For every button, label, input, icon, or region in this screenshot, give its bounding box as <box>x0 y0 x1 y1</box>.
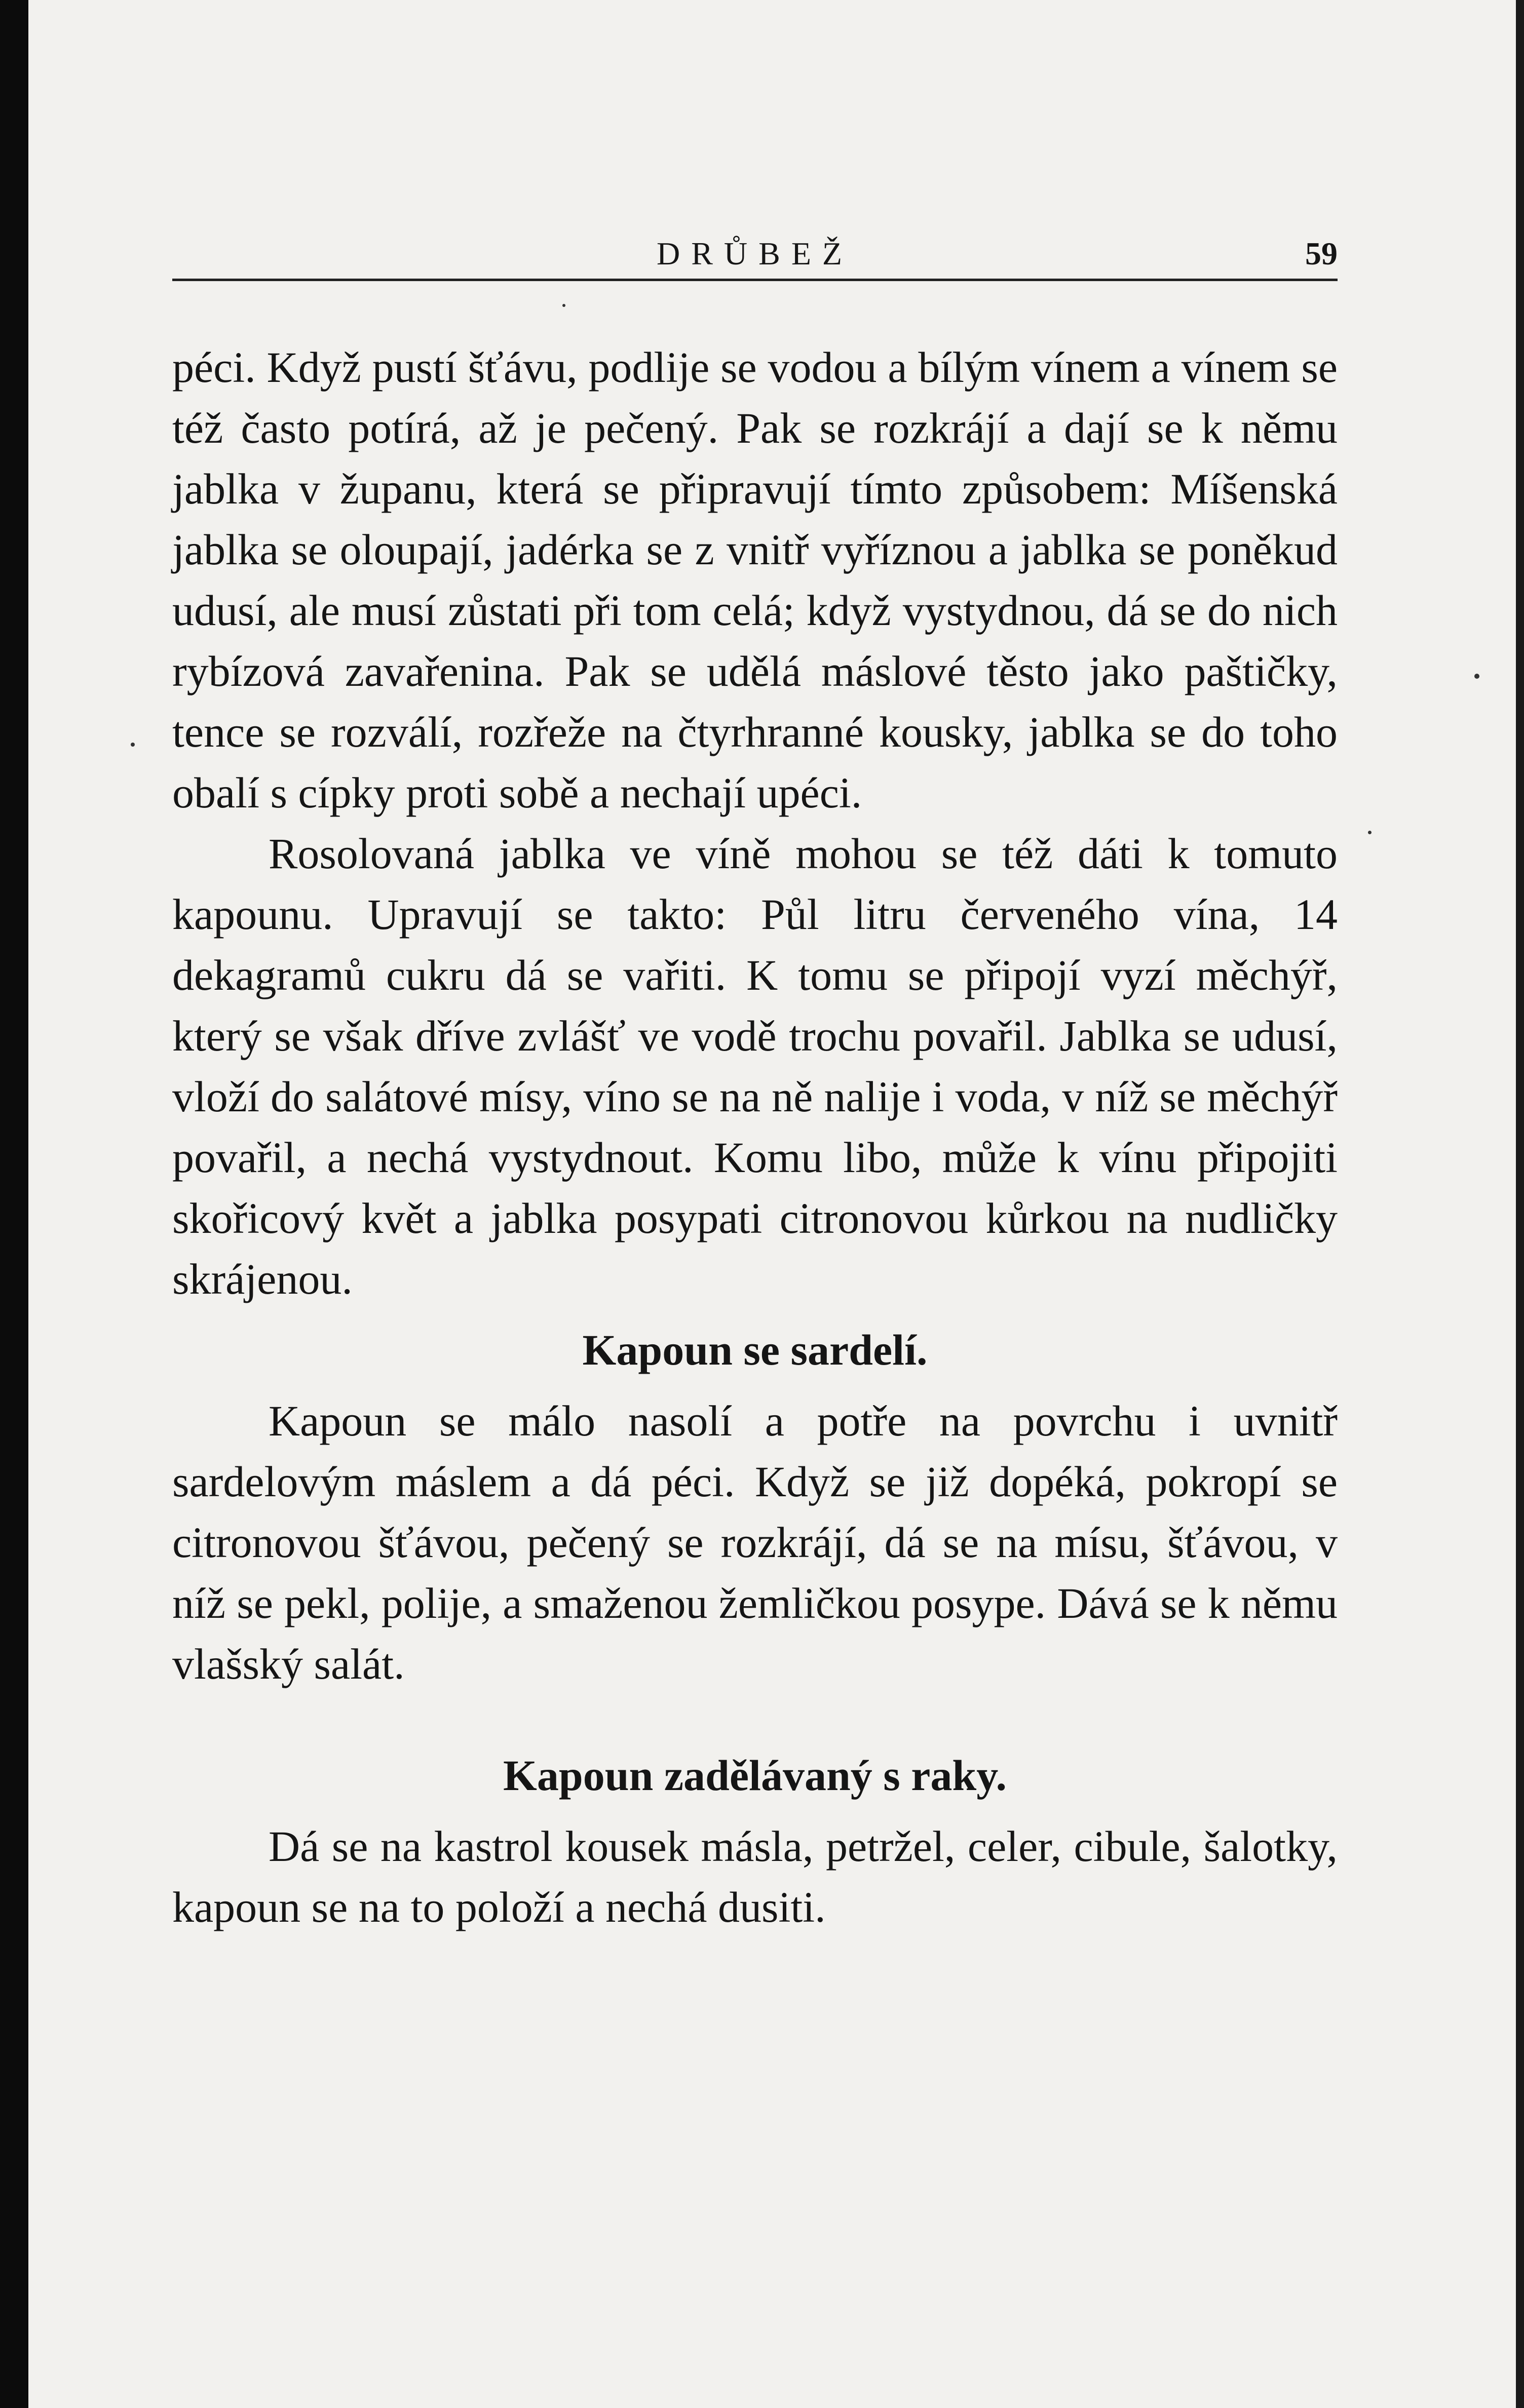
body-text <box>172 337 1338 1937</box>
page <box>172 223 1338 1937</box>
recipe-heading-s-raky: Kapoun zadělávaný s raky. <box>503 1751 1007 1800</box>
paragraph-kapoun-se-sardeli: Kapoun se málo nasolí a potře na povrchu i uvnitř sardelovým máslem a dá péci. Když se již dopéká, pokropí se citronovou šťávou, pečený se rozkrájí, dá se na mísu, šťávou, v níž se pekl, polije, a smaženou žemličkou posype. Dává se k němu vlašský salát. <box>172 1396 1338 1688</box>
paragraph-kapoun-s-raky: Dá se na kastrol kousek másla, petržel, celer, cibule, šalotky, kapoun se na to položí a nechá dusiti. <box>172 1822 1338 1931</box>
binding-edge-right <box>1516 0 1524 2408</box>
running-title: DRŮBEŽ <box>657 236 853 271</box>
binding-edge-left <box>0 0 28 2408</box>
paper-speck <box>131 743 135 747</box>
paragraph-rosolovana-jablka: Rosolovaná jablka ve víně mohou se též dáti k tomuto kapounu. Upravují se takto: Půl litru červeného vína, 14 dekagramů cukru dá se vařiti. K tomu se připojí vyzí měchýř, který se však dříve zvlášť ve vodě trochu povařil. Jablka se udusí, vloží do salátové mísy, víno se na ně nalije i voda, v níž se měchýř povařil, a nechá vystydnout. Komu libo, může k vínu připojiti skořicový květ a jablka posypati citronovou kůrkou na nudličky skrájenou. <box>172 829 1338 1303</box>
page-number: 59 <box>1305 236 1338 271</box>
running-head <box>172 223 1338 281</box>
paragraph-continuation: péci. Když pustí šťávu, podlije se vodou a bílým vínem a vínem se též často potírá, až je pečený. Pak se rozkrájí a dají se k němu jablka v županu, která se připravují tímto způsobem: Míšenská jablka se oloupají, jadérka se z vnitř vyříznou a jablka se poněkud udusí, ale musí zůstati při tom celá; když vystydnou, dá se do nich rybízová zavařenina. Pak se udělá máslové těsto jako paštičky, tence se rozválí, rozřeže na čtyrhranné kousky, jablka se do toho obalí s cípky proti sobě a nechají upéci. <box>172 343 1338 817</box>
paper-speck <box>1474 674 1479 679</box>
paper-speck <box>1368 831 1371 834</box>
recipe-heading-sardeli: Kapoun se sardelí. <box>582 1326 928 1374</box>
